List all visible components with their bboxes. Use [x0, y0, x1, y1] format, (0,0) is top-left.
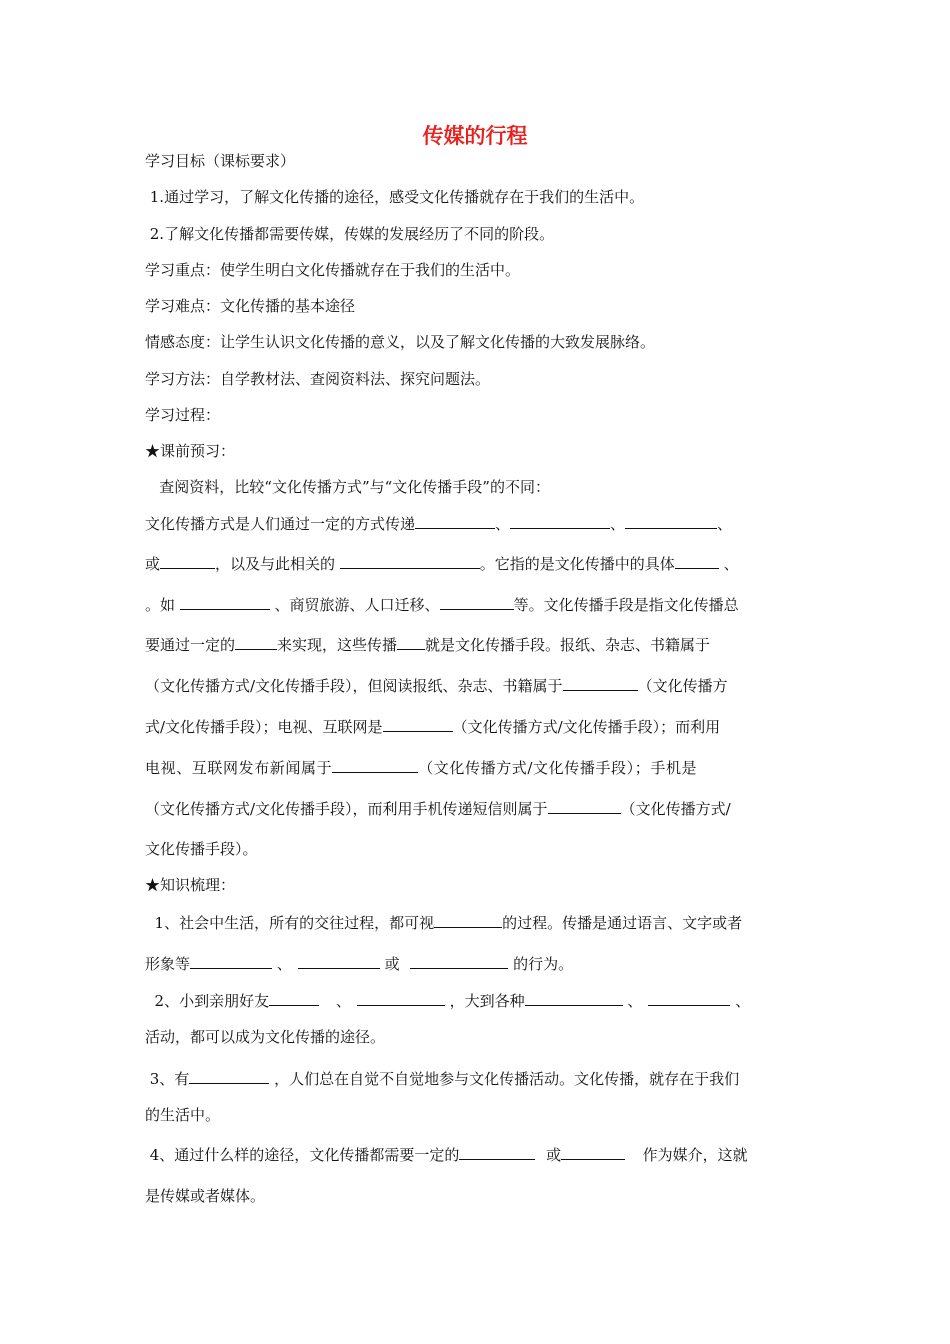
text: 要通过一定的 — [145, 636, 236, 654]
fill-blank[interactable] — [340, 552, 480, 569]
knowledge-line-7 — [145, 1143, 810, 1166]
difficult-point: 学习难点：文化传播的基本途径 — [145, 297, 356, 315]
preview-line-7 — [145, 756, 810, 779]
fill-blank[interactable] — [525, 989, 623, 1006]
fill-blank[interactable] — [440, 593, 514, 610]
knowledge-line-4: 活动，都可以成为文化传播的途径。 — [145, 1028, 386, 1046]
fill-blank[interactable] — [563, 674, 638, 691]
fill-blank[interactable] — [648, 989, 730, 1006]
fill-blank[interactable] — [415, 512, 495, 529]
text: 或 — [541, 1146, 562, 1164]
text: 的过程。传播是通过语言、文字或者 — [502, 914, 743, 932]
text: （文化传播方式/文化传播手段），而利用手机传递短信则属于 — [145, 800, 548, 818]
preview-heading: ★课前预习： — [145, 442, 236, 460]
fill-blank[interactable] — [548, 797, 621, 814]
text: ，大到各种 — [444, 992, 525, 1010]
text: 、 — [622, 992, 643, 1010]
knowledge-line-2 — [145, 952, 810, 975]
objective-1: 1.通过学习，了解文化传播的途径，感受文化传播就存在于我们的生活中。 — [145, 188, 645, 206]
fill-blank[interactable] — [383, 715, 453, 732]
text: 或 — [379, 955, 405, 973]
fill-blank[interactable] — [625, 512, 717, 529]
fill-blank[interactable] — [180, 593, 270, 610]
text: 、 — [717, 515, 733, 533]
objective-2: 2.了解文化传播都需要传媒，传媒的发展经历了不同的阶段。 — [145, 225, 555, 243]
attitude: 情感态度：让学生认识文化传播的意义，以及了解文化传播的大致发展脉络。 — [145, 333, 656, 351]
knowledge-line-1 — [145, 911, 810, 934]
text: 、 — [495, 515, 511, 533]
learning-methods: 学习方法：自学教材法、查阅资料法、探究问题法。 — [145, 370, 491, 388]
preview-line-1 — [145, 512, 810, 535]
text: 、 — [730, 992, 751, 1010]
fill-blank[interactable] — [397, 633, 425, 650]
preview-intro: 查阅资料，比较“文化传播方式”与“文化传播手段”的不同： — [145, 478, 550, 496]
text: 4、通过什么样的途径，文化传播都需要一定的 — [145, 1146, 460, 1164]
text: 电视、互联网发布新闻属于 — [145, 759, 333, 777]
text: 文化传播方式是人们通过一定的方式传递 — [145, 515, 416, 533]
text: 、商贸旅游、人口迁移、 — [269, 596, 440, 614]
text: ，以及与此相关的 — [215, 555, 340, 573]
fill-blank[interactable] — [434, 911, 502, 928]
text: （文化传播方式/文化传播手段）；而利用 — [452, 718, 721, 736]
fill-blank[interactable] — [675, 552, 719, 569]
key-point: 学习重点：使学生明白文化传播就存在于我们的生活中。 — [145, 261, 521, 279]
text: 或 — [145, 555, 161, 573]
text: （文化传播方式/文化传播手段）；手机是 — [418, 759, 698, 777]
fill-blank[interactable] — [510, 512, 610, 529]
fill-blank[interactable] — [357, 989, 445, 1006]
text: 的行为。 — [508, 955, 574, 973]
preview-line-5 — [145, 674, 810, 697]
knowledge-heading: ★知识梳理： — [145, 876, 236, 894]
text: （文化传播方式/文化传播手段），但阅读报纸、杂志、书籍属于 — [145, 677, 563, 695]
text: 。它指的是文化传播中的具体 — [479, 555, 675, 573]
knowledge-line-3 — [145, 989, 810, 1012]
text: （文化传播方式/ — [620, 800, 731, 818]
preview-line-6 — [145, 715, 810, 738]
fill-blank[interactable] — [160, 552, 215, 569]
fill-blank[interactable] — [190, 952, 272, 969]
learning-process: 学习过程： — [145, 406, 221, 424]
knowledge-line-5 — [145, 1067, 810, 1090]
fill-blank[interactable] — [269, 989, 319, 1006]
fill-blank[interactable] — [410, 952, 508, 969]
fill-blank[interactable] — [189, 1067, 269, 1084]
text: 、 — [610, 515, 626, 533]
text: 作为媒介，这就 — [633, 1146, 748, 1164]
fill-blank[interactable] — [235, 633, 277, 650]
preview-line-2 — [145, 552, 810, 575]
preview-line-9: 文化传播手段）。 — [145, 840, 258, 858]
text: 形象等 — [145, 955, 191, 973]
preview-line-3 — [145, 593, 810, 616]
text: （文化传播方 — [637, 677, 728, 695]
text: 、 — [272, 955, 292, 973]
text: 等。文化传播手段是指文化传播总 — [513, 596, 739, 614]
fill-blank[interactable] — [298, 952, 380, 969]
text: 、 — [718, 555, 739, 573]
text: 就是文化传播手段。报纸、杂志、书籍属于 — [425, 636, 711, 654]
text: 2、小到亲朋好友 — [145, 992, 270, 1010]
text: 式/文化传播手段）；电视、互联网是 — [145, 718, 383, 736]
knowledge-line-8: 是传媒或者媒体。 — [145, 1187, 266, 1205]
text: 来实现，这些传播 — [277, 636, 398, 654]
preview-line-8 — [145, 797, 810, 820]
knowledge-line-6: 的生活中。 — [145, 1106, 221, 1124]
text: 、 — [331, 992, 351, 1010]
text: 3、有 — [145, 1070, 190, 1088]
fill-blank[interactable] — [459, 1143, 535, 1160]
text: 1、社会中生活，所有的交往过程，都可视 — [145, 914, 435, 932]
objectives-heading: 学习目标（课标要求） — [145, 152, 296, 170]
text: ，人们总在自觉不自觉地参与文化传播活动。文化传播，就存在于我们 — [269, 1070, 740, 1088]
page-title: 传媒的行程 — [422, 123, 528, 148]
preview-line-4 — [145, 633, 810, 656]
fill-blank[interactable] — [332, 756, 418, 773]
fill-blank[interactable] — [561, 1143, 625, 1160]
text: 。如 — [145, 596, 180, 614]
